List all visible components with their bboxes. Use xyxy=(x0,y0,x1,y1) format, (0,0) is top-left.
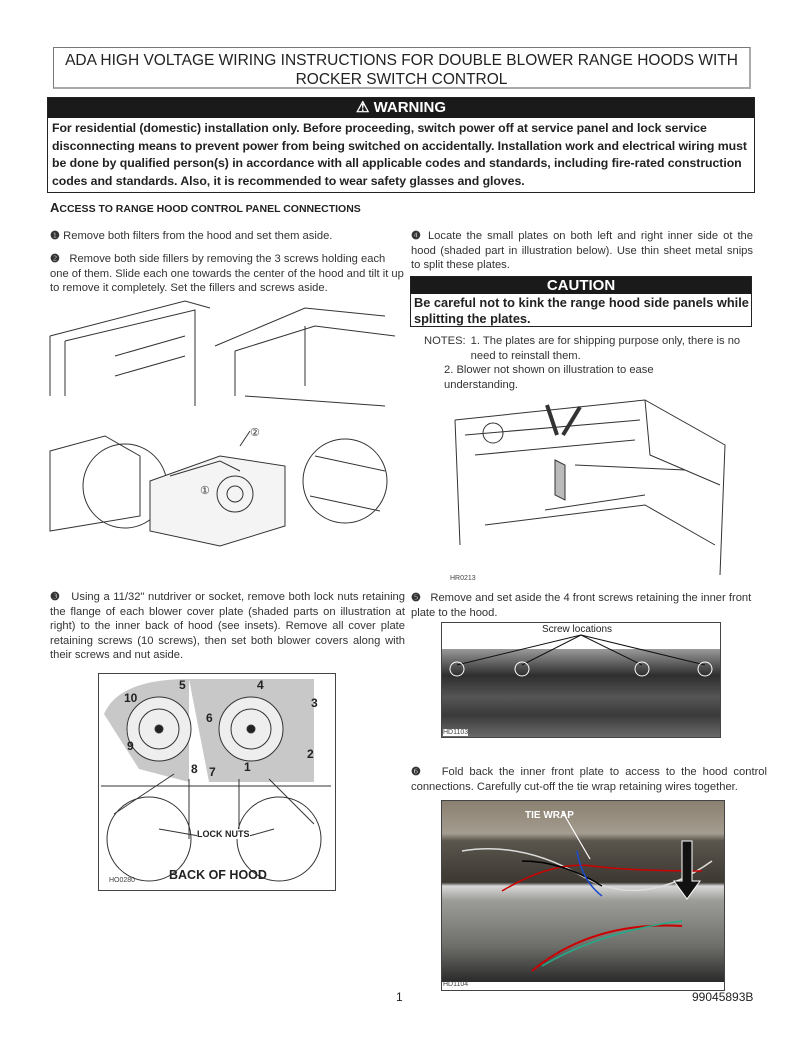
step-text: Using a 11/32" nutdriver or socket, remove both lock nuts retaining the flange of each blower cover plate (shaded parts on illustration at right) to the inner back of hood (see insets). Remove all cover plate retaining screws (10 screws), then set both blower covers along with their screws and nut aside. xyxy=(50,591,406,661)
screw-number-8: 8 xyxy=(191,762,198,776)
warning-box xyxy=(47,97,755,193)
screw-locations-label: Screw locations xyxy=(542,624,613,635)
warning-header xyxy=(48,98,754,118)
warning-text: For residential (domestic) installation only. Before proceeding, switch power off at service panel and lock service disconnecting means to prevent power from being switched on accidentally. Installation work and electrical wiring must be done by qualified person(s) in accordance with all applicable codes and standards, including fire-rated construction codes and standards. Also, it is recommended to wear safety glasses and gloves. xyxy=(52,121,747,188)
figure-code: HR0213 xyxy=(450,575,476,582)
note-item: 1. The plates are for shipping purpose only, there is no need to reinstall them. xyxy=(470,335,741,362)
step-text: Fold back the inner front plate to access to the hood control connections. Carefully cut-off the tie wrap retaining wires together. xyxy=(411,766,768,793)
step-5 xyxy=(411,591,767,620)
step-number: ❸ xyxy=(50,591,61,603)
back-of-hood-caption: BACK OF HOOD xyxy=(169,868,267,882)
step-text: Remove both filters from the hood and set them aside. xyxy=(63,230,333,242)
warning-heading: WARNING xyxy=(373,99,447,116)
screw-number-1: 1 xyxy=(244,760,251,774)
section-heading xyxy=(50,200,361,215)
step-4 xyxy=(411,229,753,273)
tie-wrap-photo xyxy=(441,800,725,991)
step-3 xyxy=(50,590,405,663)
step-number: ❶ xyxy=(50,230,61,242)
screw-number-9: 9 xyxy=(127,739,134,753)
side-filler-illustration xyxy=(45,296,405,556)
shipping-plates-illustration xyxy=(445,395,735,585)
figure-code: HO0280 xyxy=(109,877,136,884)
step-text: Remove and set aside the 4 front screws retaining the inner front plate to the hood. xyxy=(411,592,752,619)
step-text: Remove both side fillers by removing the 3 screws holding each one of them. Slide each one towards the center of the hood and tilt it up to remove it completely. Set the fillers and screws aside. xyxy=(50,253,404,294)
section-heading-initial: A xyxy=(50,200,60,215)
screw-number-2: 2 xyxy=(307,747,314,761)
tie-wrap-label: TIE WRAP xyxy=(525,810,574,821)
callout-2: ② xyxy=(250,427,260,439)
screw-number-5: 5 xyxy=(179,678,186,692)
screw-number-6: 6 xyxy=(206,711,213,725)
step-6 xyxy=(411,765,767,794)
screw-number-4: 4 xyxy=(257,678,264,692)
step-number: ❹ xyxy=(411,230,423,242)
step-1 xyxy=(50,229,405,244)
back-of-hood-figure xyxy=(98,673,336,891)
step-2 xyxy=(50,252,405,296)
screw-number-3: 3 xyxy=(311,696,318,710)
figure-code: HD1103 xyxy=(443,729,469,736)
caution-text: Be careful not to kink the range hood side panels while splitting the plates. xyxy=(414,295,749,326)
caution-box xyxy=(410,276,752,327)
step-number: ❺ xyxy=(411,592,422,604)
document-number: 99045893B xyxy=(692,990,754,1004)
screw-number-10: 10 xyxy=(124,691,138,705)
screw-number-7: 7 xyxy=(209,765,216,779)
notes-label: NOTES: xyxy=(424,335,466,347)
figure-code: HD1104 xyxy=(443,981,469,988)
step-number: ❷ xyxy=(50,253,61,265)
screw-locations-photo xyxy=(441,622,721,738)
notes xyxy=(424,334,754,392)
step-text: Locate the small plates on both left and right inner side ot the hood (shaded part in illustration below). Use thin sheet metal snips to split these plates. xyxy=(411,230,754,271)
note-item: 2. Blower not shown on illustration to ease understanding. xyxy=(444,364,654,391)
step-number: ❻ xyxy=(411,766,424,778)
lock-nuts-label: LOCK NUTS xyxy=(197,829,250,839)
callout-1: ① xyxy=(200,485,210,497)
warning-triangle-icon: ⚠ xyxy=(355,99,370,116)
page-number: 1 xyxy=(396,990,403,1004)
caution-heading: CAUTION xyxy=(411,277,751,294)
section-heading-rest: CCESS TO RANGE HOOD CONTROL PANEL CONNECTIONS xyxy=(59,203,361,215)
document-title: ADA HIGH VOLTAGE WIRING INSTRUCTIONS FOR DOUBLE BLOWER RANGE HOODS WITH ROCKER SWITCH CONTROL xyxy=(53,47,751,89)
